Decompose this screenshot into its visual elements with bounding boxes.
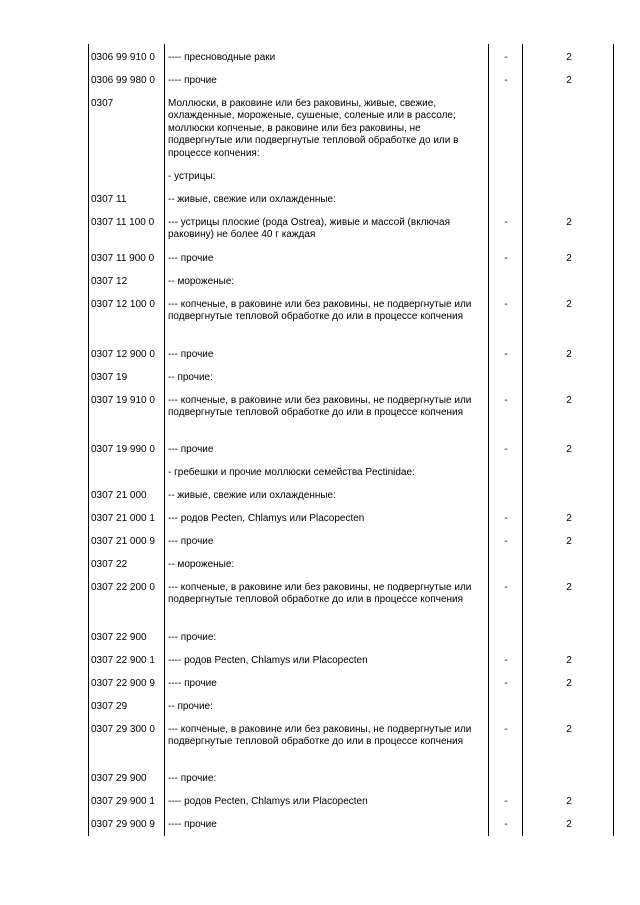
unit-cell: - <box>504 678 508 689</box>
code-cell: 0307 22 <box>91 559 128 570</box>
description-cell: ---- родов Pecten, Chlamys или Placopecten <box>168 655 368 666</box>
rate-cell: 2 <box>566 395 572 406</box>
description-cell: --- прочие <box>168 536 214 547</box>
rate-cell: 2 <box>566 513 572 524</box>
description-cell: - устрицы: <box>168 171 216 182</box>
code-cell: 0307 29 900 <box>91 773 147 784</box>
description-cell: --- прочие <box>168 349 214 360</box>
description-cell: --- копченые, в раковине или без раковины, не подвергнутые или подвергнутые тепловой обработке до или в процессе копчения <box>168 299 475 323</box>
unit-cell: - <box>504 582 508 593</box>
rate-cell: 2 <box>566 217 572 228</box>
code-cell: 0307 19 910 0 <box>91 395 155 406</box>
rate-cell: 2 <box>566 819 572 830</box>
rate-cell: 2 <box>566 582 572 593</box>
description-cell: --- прочие <box>168 444 214 455</box>
table-border-left <box>88 44 89 836</box>
description-cell: --- копченые, в раковине или без раковины, не подвергнутые или подвергнутые тепловой обработке до или в процессе копчения <box>168 395 475 419</box>
unit-cell: - <box>504 52 508 63</box>
code-cell: 0306 99 910 0 <box>91 52 155 63</box>
rate-cell: 2 <box>566 678 572 689</box>
rate-cell: 2 <box>566 655 572 666</box>
code-cell: 0307 21 000 9 <box>91 536 155 547</box>
unit-cell: - <box>504 513 508 524</box>
code-cell: 0307 22 200 0 <box>91 582 155 593</box>
description-cell: ---- родов Pecten, Chlamys или Placopecten <box>168 796 368 807</box>
description-cell: ---- прочие <box>168 678 217 689</box>
unit-cell: - <box>504 724 508 735</box>
rate-cell: 2 <box>566 52 572 63</box>
code-cell: 0307 22 900 9 <box>91 678 155 689</box>
unit-cell: - <box>504 75 508 86</box>
code-cell: 0307 12 100 0 <box>91 299 155 310</box>
description-cell: -- прочие: <box>168 701 213 712</box>
rate-cell: 2 <box>566 796 572 807</box>
code-cell: 0307 21 000 <box>91 490 147 501</box>
description-cell: --- прочие: <box>168 632 217 643</box>
description-cell: ---- пресноводные раки <box>168 52 276 63</box>
rate-cell: 2 <box>566 349 572 360</box>
description-cell: Моллюски, в раковине или без раковины, живые, свежие, охлажденные, мороженые, сушеные, соленые или в рассоле; моллюски копченые, в раковине или без раковины, не подвергнутые или подвергнутые тепловой обработке до или в процессе копчения: <box>168 98 462 159</box>
description-cell: -- прочие: <box>168 372 213 383</box>
code-cell: 0307 29 300 0 <box>91 724 155 735</box>
rate-cell: 2 <box>566 253 572 264</box>
column-divider-code <box>164 44 165 836</box>
description-cell: --- родов Pecten, Chlamys или Placopecten <box>168 513 365 524</box>
table-border-right <box>613 44 614 836</box>
code-cell: 0307 21 000 1 <box>91 513 155 524</box>
code-cell: 0307 29 900 9 <box>91 819 155 830</box>
description-cell: -- живые, свежие или охлажденные: <box>168 194 336 205</box>
unit-cell: - <box>504 217 508 228</box>
description-cell: -- мороженые: <box>168 559 235 570</box>
rate-cell: 2 <box>566 444 572 455</box>
description-cell: --- копченые, в раковине или без раковины, не подвергнутые или подвергнутые тепловой обработке до или в процессе копчения <box>168 724 475 748</box>
code-cell: 0307 12 900 0 <box>91 349 155 360</box>
description-cell: --- прочие <box>168 253 214 264</box>
code-cell: 0306 99 980 0 <box>91 75 155 86</box>
code-cell: 0307 19 <box>91 372 128 383</box>
unit-cell: - <box>504 349 508 360</box>
tariff-table <box>88 44 614 836</box>
column-divider-description <box>488 44 489 836</box>
unit-cell: - <box>504 536 508 547</box>
rate-cell: 2 <box>566 536 572 547</box>
description-cell: --- копченые, в раковине или без раковины, не подвергнутые или подвергнутые тепловой обработке до или в процессе копчения <box>168 582 475 606</box>
description-cell: - гребешки и прочие моллюски семейства Pectinidae: <box>168 467 415 478</box>
description-cell: -- живые, свежие или охлажденные: <box>168 490 336 501</box>
unit-cell: - <box>504 444 508 455</box>
unit-cell: - <box>504 796 508 807</box>
code-cell: 0307 29 900 1 <box>91 796 155 807</box>
code-cell: 0307 19 990 0 <box>91 444 155 455</box>
description-cell: -- мороженые: <box>168 276 235 287</box>
unit-cell: - <box>504 253 508 264</box>
code-cell: 0307 29 <box>91 701 128 712</box>
code-cell: 0307 <box>91 98 114 109</box>
code-cell: 0307 22 900 1 <box>91 655 155 666</box>
code-cell: 0307 11 900 0 <box>91 253 155 264</box>
rate-cell: 2 <box>566 299 572 310</box>
unit-cell: - <box>504 819 508 830</box>
unit-cell: - <box>504 655 508 666</box>
description-cell: ---- прочие <box>168 819 217 830</box>
rate-cell: 2 <box>566 724 572 735</box>
code-cell: 0307 11 <box>91 194 127 205</box>
description-cell: --- прочие: <box>168 773 217 784</box>
description-cell: --- устрицы плоские (рода Ostrea), живые и массой (включая раковину) не более 40 г каждая <box>168 217 453 241</box>
rate-cell: 2 <box>566 75 572 86</box>
description-cell: ---- прочие <box>168 75 217 86</box>
code-cell: 0307 22 900 <box>91 632 147 643</box>
unit-cell: - <box>504 395 508 406</box>
column-divider-unit <box>522 44 523 836</box>
code-cell: 0307 11 100 0 <box>91 217 155 228</box>
unit-cell: - <box>504 299 508 310</box>
code-cell: 0307 12 <box>91 276 128 287</box>
